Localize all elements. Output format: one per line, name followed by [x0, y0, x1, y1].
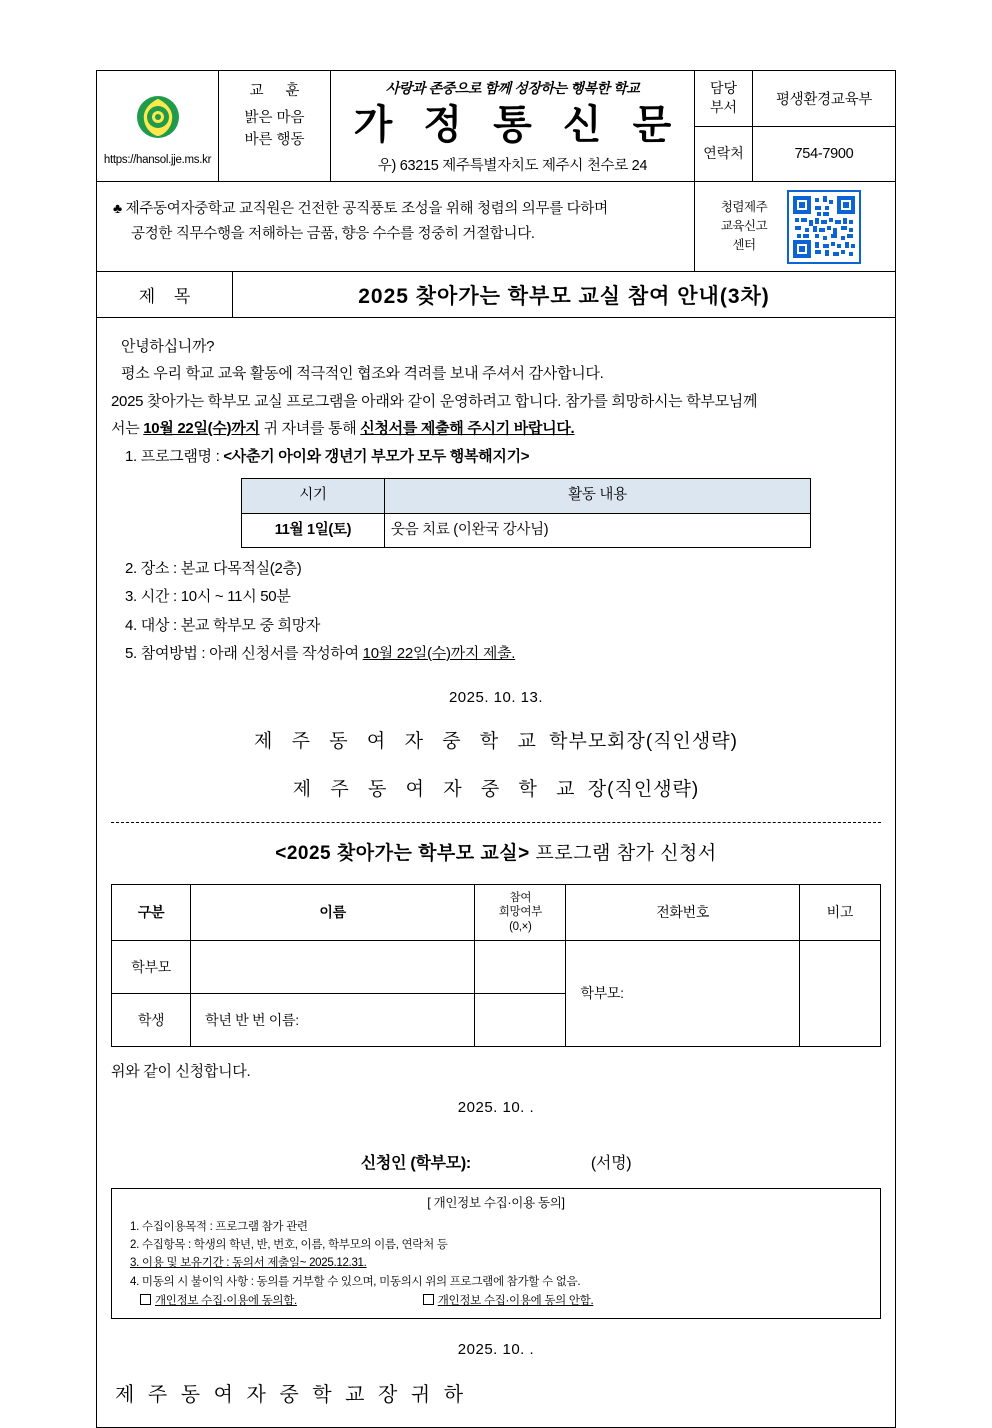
th-participation [475, 885, 566, 941]
subject-label: 제 목 [97, 272, 233, 317]
item-1-value: <사춘기 아이와 갱년기 부모가 모두 행복해지기> [223, 448, 530, 465]
qr-block [695, 182, 895, 271]
contact-value: 754-7900 [794, 145, 854, 162]
item-5-underline: 10월 22일(수)까지 제출. [362, 644, 516, 662]
document-body [96, 318, 896, 1428]
privacy-item: 3. 이용 및 보유기간 : 동의서 제출일~ 2025.12.31. [130, 1257, 367, 1270]
table-row [242, 513, 811, 547]
document-title: 가 정 통 신 문 [353, 103, 682, 147]
deadline-underline: 10월 22일(수)까지 [143, 419, 260, 437]
table-header-row [242, 479, 811, 513]
department-label [695, 71, 753, 126]
th-participation-line3: (0,×) [509, 920, 532, 933]
motto-label: 교 훈 [249, 83, 309, 100]
signature-principal [111, 773, 881, 806]
greeting: 안녕하십니까? [121, 338, 215, 355]
letterhead-meta [695, 71, 895, 181]
signature-role-2: 장(직인생략) [581, 778, 700, 800]
signature-school-2: 제 주 동 여 자 중 학 교 [292, 778, 582, 800]
paragraph-2-mid: 귀 자녀를 통해 [259, 419, 361, 437]
department-row [695, 71, 895, 127]
paragraph-1: 평소 우리 학교 교육 활동에 적극적인 협조와 격려를 보내 주셔서 감사합니다. [121, 365, 604, 383]
privacy-consent-box [111, 1188, 881, 1320]
school-slogan: 사랑과 존중으로 함께 성장하는 행복한 학교 [385, 80, 640, 96]
phone-input[interactable]: 학부모: [566, 941, 799, 1047]
item-5-pre: 5. 참여방법 : 아래 신청서를 작성하여 [125, 644, 363, 662]
th-name: 이름 [191, 885, 475, 941]
subject-row [96, 272, 896, 318]
row-parent-participation-input[interactable] [475, 941, 566, 994]
pledge-line-2: 공정한 직무수행을 저해하는 금품, 향응 수수를 정중히 거절합니다. [131, 226, 535, 243]
paragraph-2 [111, 389, 881, 415]
document-page [96, 70, 896, 1428]
row-parent-name-input[interactable] [191, 941, 475, 994]
contact-label: 연락처 [695, 127, 753, 182]
pledge-line-1: 제주동여자중학교 교직원은 건전한 공직풍토 조성을 위해 청렴의 의무를 다하며 [125, 201, 608, 217]
paragraph-2-a: 2025 찾아가는 학부모 교실 프로그램을 아래와 같이 운영하려고 합니다. 참가를 희망하시는 학부모님께 [111, 392, 758, 410]
program-schedule-table [241, 478, 811, 548]
application-date: 2025. 10. . [457, 1099, 535, 1117]
motto-line-2: 바른 행동 [244, 132, 305, 149]
applicant-signature-row [111, 1150, 881, 1178]
motto-line-1: 밝은 마음 [244, 109, 305, 126]
footer-date: 2025. 10. . [457, 1341, 535, 1359]
qr-code-icon[interactable] [787, 190, 861, 264]
row-parent-division: 학부모 [112, 941, 191, 994]
privacy-item: 1. 수집이용목적 : 프로그램 참가 관련 [130, 1220, 308, 1233]
th-phone: 전화번호 [566, 885, 799, 941]
th-participation-line2: 희망여부 [498, 906, 542, 919]
th-content: 활동 내용 [385, 479, 811, 513]
signature-role-1: 학부모회장(직인생략) [542, 731, 738, 753]
privacy-item: 4. 미동의 시 불이익 사항 : 동의를 거부할 수 있으며, 미동의시 위의 프로그램에 참가할 수 없음. [130, 1275, 581, 1288]
clover-icon: ♣ [113, 200, 122, 216]
school-address: 우) 63215 제주특별자치도 제주시 천수로 24 [377, 158, 648, 174]
signature-school-1: 제 주 동 여 자 중 학 교 [254, 731, 543, 753]
item-time: 3. 시간 : 10시 ~ 11시 50분 [125, 588, 291, 606]
department-label-line1: 담당 [709, 80, 738, 97]
qr-caption-line-2: 교육신고 [720, 219, 768, 234]
application-title [111, 837, 881, 870]
cell-content: 웃음 치료 (이완국 강사님) [385, 513, 811, 547]
signature-label: (서명) [590, 1154, 632, 1172]
cell-time: 11월 1일(토) [242, 513, 385, 547]
paragraph-2-cont [111, 416, 881, 442]
disagree-label: 개인정보 수집·이용에 동의 안함. [437, 1295, 594, 1308]
contact-row [695, 127, 895, 182]
subject-value: 2025 찾아가는 학부모 교실 참여 안내(3차) [358, 284, 770, 308]
application-statement: 위와 같이 신청합니다. [111, 1063, 251, 1081]
item-program-name [111, 444, 881, 470]
qr-caption-line-3: 센터 [732, 237, 756, 252]
signature-parent-association [111, 725, 881, 758]
school-emblem-icon [135, 94, 181, 140]
table-row [112, 941, 881, 994]
school-logo-cell [97, 71, 219, 181]
privacy-item: 2. 수집항목 : 학생의 학년, 반, 번호, 이름, 학부모의 이름, 연락처 등 [130, 1238, 448, 1251]
footer-recipient: 제 주 동 여 자 중 학 교 장 귀 하 [115, 1383, 468, 1406]
item-method [111, 641, 881, 667]
th-time: 시기 [242, 479, 385, 513]
submit-underline: 신청서를 제출해 주시기 바랍니다. [360, 419, 575, 437]
department-label-line2: 부서 [709, 99, 738, 116]
application-title-bold: <2025 찾아가는 학부모 교실> [275, 842, 530, 864]
qr-caption-line-1: 청렴제주 [720, 200, 768, 215]
item-place: 2. 장소 : 본교 다목적실(2층) [125, 560, 302, 577]
school-url: https://hansol.jje.ms.kr [103, 153, 212, 166]
agree-label: 개인정보 수집·이용에 동의함. [155, 1295, 297, 1308]
applicant-label: 신청인 (학부모): [360, 1154, 471, 1172]
item-1-label: 1. 프로그램명 : [125, 448, 224, 465]
row-student-division: 학생 [112, 994, 191, 1047]
cut-line-divider [111, 822, 881, 823]
privacy-title: [ 개인정보 수집·이용 동의] [427, 1195, 565, 1210]
department-value: 평생환경교육부 [776, 91, 872, 108]
letterhead [96, 70, 896, 182]
school-motto [219, 71, 331, 181]
application-header-row [112, 885, 881, 941]
application-title-rest: 프로그램 참가 신청서 [529, 842, 717, 864]
privacy-consent-choices [120, 1292, 872, 1310]
application-form-table [111, 884, 881, 1047]
agree-checkbox[interactable] [140, 1294, 151, 1305]
letterhead-center [331, 71, 695, 181]
pledge-text [97, 182, 695, 271]
row-student-name-input[interactable]: 학년 반 번 이름: [191, 994, 475, 1047]
th-note: 비고 [799, 885, 880, 941]
integrity-pledge [96, 182, 896, 272]
note-input[interactable] [799, 941, 880, 1047]
qr-caption [701, 198, 787, 254]
disagree-checkbox[interactable] [423, 1294, 434, 1305]
issue-date: 2025. 10. 13. [448, 689, 544, 706]
paragraph-2-pre: 서는 [111, 419, 144, 437]
th-division: 구분 [112, 885, 191, 941]
th-participation-line1: 참여 [509, 892, 532, 904]
item-target: 4. 대상 : 본교 학부모 중 희망자 [125, 616, 321, 634]
row-student-participation-input[interactable] [475, 994, 566, 1047]
